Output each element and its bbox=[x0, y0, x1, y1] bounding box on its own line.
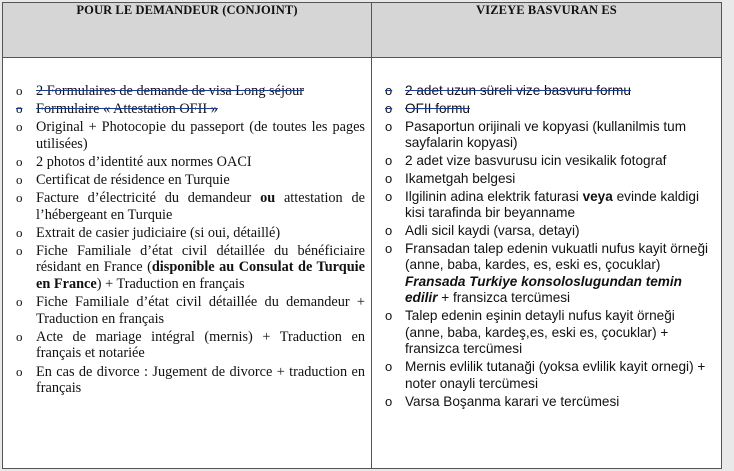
bullet-icon: o bbox=[16, 101, 23, 117]
list-item: o Extrait de casier judiciaire (si oui, détaillé) bbox=[16, 224, 281, 241]
bullet-icon: o bbox=[16, 328, 23, 344]
list-item: o 2 Formulaires de demande de visa Long séjour bbox=[16, 83, 304, 99]
bullet-icon: o bbox=[16, 119, 23, 135]
bullet-icon: o bbox=[16, 83, 23, 98]
list-item: o 2 adet vize basvurusu icin vesikalik fotograf bbox=[385, 152, 667, 168]
bullet-icon: o bbox=[16, 224, 23, 240]
list-item: o Fiche Familiale d’état civil détaillée du demandeur + Traduction en français bbox=[16, 294, 365, 327]
list-item: o Fransadan talep edenin vukuatli nufus kayit örneği (anne, baba, kardes, es, eski es, çocuklar) Fransada Turkiye konsoloslugundan temin edilir + fransizca tercümesi bbox=[385, 240, 709, 306]
bullet-icon: o bbox=[385, 170, 393, 186]
bullet-icon: o bbox=[385, 393, 393, 409]
bullet-icon: o bbox=[385, 118, 393, 134]
list-item: o OFII formu bbox=[385, 100, 470, 116]
list-item: o Ikametgah belgesi bbox=[385, 170, 516, 186]
left-list bbox=[3, 58, 371, 397]
bullet-icon: o bbox=[385, 222, 393, 238]
bullet-icon: o bbox=[385, 83, 393, 98]
list-item: o 2 adet uzun süreli vize basvuru formu bbox=[385, 83, 631, 98]
bullet-icon: o bbox=[16, 153, 23, 169]
list-item: o Talep edenin eşinin detayli nufus kayit örneği (anne, baba, kardeş,es, eski es, çocuklar) + fransizca tercümesi bbox=[385, 308, 675, 357]
list-item: o Adli sicil kaydi (varsa, detayi) bbox=[385, 222, 580, 238]
list-item: o Mernis evlilik tutanaği (yoksa evlilik kayit ornegi) + noter onayli tercümesi bbox=[385, 359, 706, 391]
bullet-icon: o bbox=[385, 308, 393, 324]
list-item: o Formulaire « Attestation OFII » bbox=[16, 101, 218, 118]
bullet-icon: o bbox=[385, 359, 393, 375]
bullet-icon: o bbox=[385, 152, 393, 168]
bullet-icon: o bbox=[16, 190, 23, 206]
list-item: o Ilgilinin adina elektrik faturasi veya evinde kaldigi kisi tarafinda bir beyanname bbox=[385, 188, 699, 221]
bullet-icon: o bbox=[16, 171, 23, 187]
list-item: o 2 photos d’identité aux normes OACI bbox=[16, 153, 252, 170]
list-item: o Fiche Familiale d’état civil détaillée du bénéficiaire résidant en France (disponible au Consulat de Turquie en France) + Traduction en français bbox=[16, 242, 365, 293]
bullet-icon: o bbox=[16, 294, 23, 310]
bullet-icon: o bbox=[16, 363, 23, 379]
header-right: VIZEYE BASVURAN ES bbox=[372, 3, 722, 58]
left-column bbox=[3, 58, 372, 469]
bullet-icon: o bbox=[385, 188, 393, 204]
list-item: o Certificat de résidence en Turquie bbox=[16, 171, 230, 188]
list-item: o Pasaportun orijinali ve kopyasi (kullanilmis tum sayfalarin kopyasi) bbox=[385, 118, 687, 151]
list-item: o Acte de mariage intégral (mernis) + Traduction en français et notariée bbox=[16, 328, 365, 362]
header-left: POUR LE DEMANDEUR (CONJOINT) bbox=[3, 3, 372, 58]
list-item: o Original + Photocopie du passeport (de toutes les pages utilisées) bbox=[16, 119, 365, 152]
right-list bbox=[372, 58, 721, 410]
list-item: o En cas de divorce : Jugement de divorce + traduction en français bbox=[16, 363, 365, 397]
requirements-table bbox=[2, 2, 722, 469]
right-column bbox=[372, 58, 722, 469]
list-item: o Facture d’électricité du demandeur ou attestation de l’hébergeant en Turquie bbox=[16, 190, 365, 223]
bullet-icon: o bbox=[16, 242, 23, 258]
bullet-icon: o bbox=[385, 100, 393, 116]
bullet-icon: o bbox=[385, 240, 393, 256]
list-item: o Varsa Boşanma karari ve tercümesi bbox=[385, 393, 620, 409]
